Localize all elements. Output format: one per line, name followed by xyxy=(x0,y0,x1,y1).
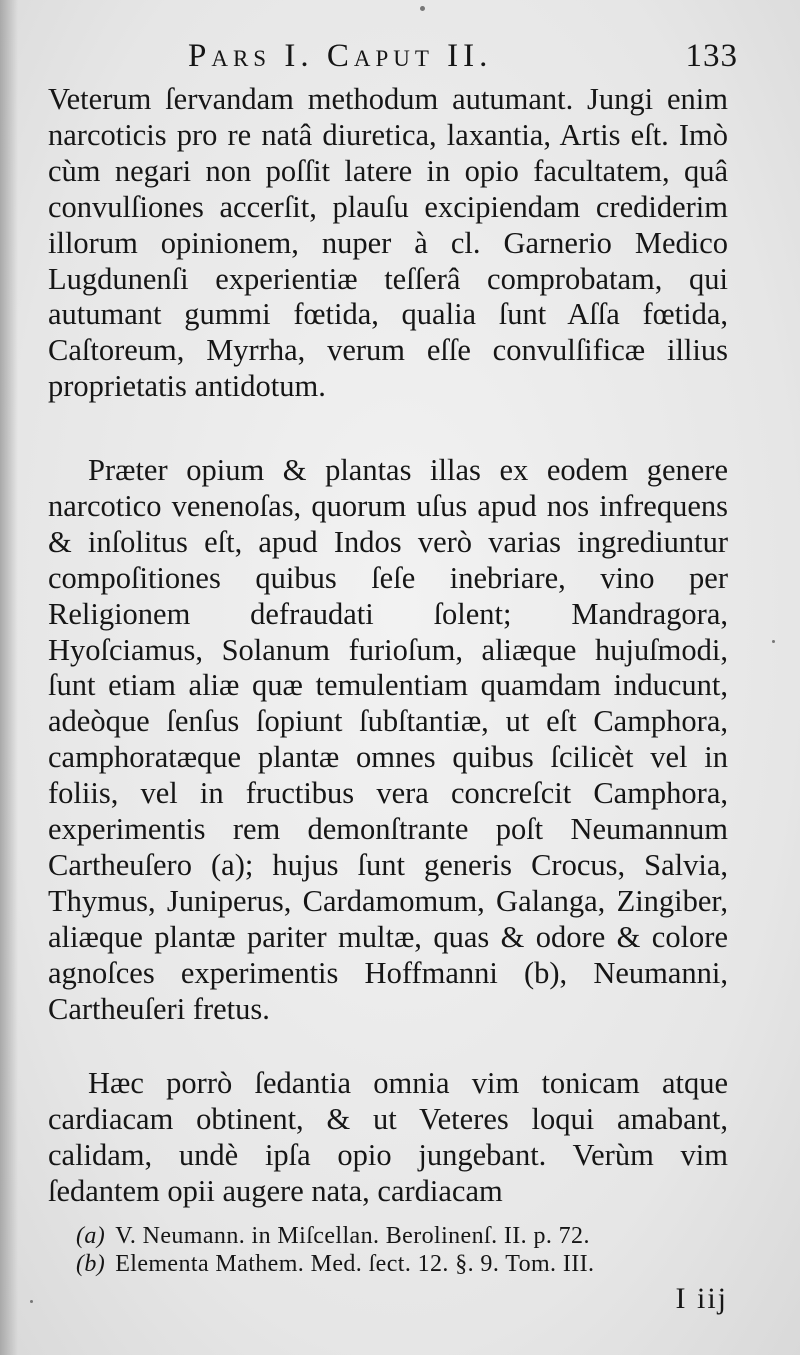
paragraph-1: Veterum ſervandam methodum autumant. Jungi enim narcoticis pro re natâ diuretica, laxantia, Artis eſt. Imò cùm negari non poſſit latere in opio facultatem, quâ convulſiones accerſit, plauſu excipiendam crediderim illorum opinionem, nuper à cl. Garnerio Medico Lugdunenſi experientiæ teſſerâ comprobatam, qui autumant gummi fœtida, qualia ſunt Aſſa fœtida, Caſtoreum, Myrrha, verum eſſe convulſificæ illius proprietatis antidotum. xyxy=(48,82,728,404)
footnotes xyxy=(76,1222,716,1278)
ink-speck xyxy=(772,640,775,643)
footnote-b xyxy=(76,1250,716,1278)
ink-speck xyxy=(30,1300,33,1303)
ink-speck xyxy=(420,6,425,11)
paragraph-3: Hæc porrò ſedantia omnia vim tonicam atque cardiacam obtinent, & ut Veteres loqui amabant, calidam, undè ipſa opio jungebant. Verùm vim ſedantem opii augere nata, cardiacam xyxy=(48,1066,728,1208)
signature-mark: I iij xyxy=(675,1282,728,1315)
gutter-shadow xyxy=(0,0,18,1355)
footnote-text: Elementa Mathem. Med. ſect. 12. §. 9. Tom. III. xyxy=(115,1251,595,1277)
running-title: Pars I. Caput II. xyxy=(188,38,493,74)
footnote-mark: (a) xyxy=(76,1223,106,1249)
paragraph-2: Præter opium & plantas illas ex eodem genere narcotico venenoſas, quorum uſus apud nos infrequens & inſolitus eſt, apud Indos verò varias ingrediuntur compoſitiones quibus ſeſe inebriare, vino per Religionem defraudati ſolent; Mandragora, Hyoſciamus, Solanum furioſum, aliæque hujuſmodi, ſunt etiam aliæ quæ temulentiam quamdam inducunt, adeòque ſenſus ſopiunt ſubſtantiæ, ut eſt Camphora, camphoratæque plantæ omnes quibus ſcilicèt vel in foliis, vel in fructibus vera concreſcit Camphora, experimentis rem demonſtrante poſt Neumannum Cartheuſero (a); hujus ſunt generis Crocus, Salvia, Thymus, Juniperus, Cardamomum, Galanga, Zingiber, aliæque plantæ pariter multæ, quas & odore & colore agnoſces experimentis Hoffmanni (b), Neumanni, Cartheuſeri fretus. xyxy=(48,453,728,1026)
running-header xyxy=(48,38,738,82)
page-number: 133 xyxy=(685,38,738,74)
footnote-text: V. Neumann. in Miſcellan. Berolinenſ. II. p. 72. xyxy=(115,1223,590,1249)
footnote-a xyxy=(76,1222,716,1250)
footnote-mark: (b) xyxy=(76,1251,106,1277)
